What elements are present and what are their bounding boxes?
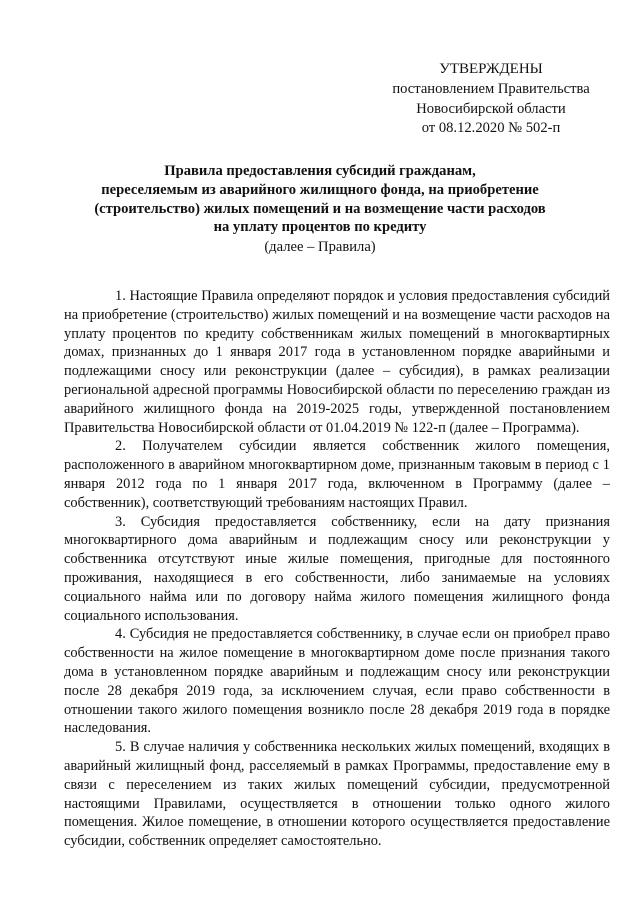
approval-date: от 08.12.2020 № 502-п xyxy=(421,120,561,137)
document-subtitle: (далее – Правила) xyxy=(264,239,376,255)
title-line: Правила предоставления субсидий гражданам, xyxy=(164,163,476,179)
paragraph-3: 3. Субсидия предоставляется собственнику, если на дату признания многоквартирного дома аварийным и подлежащим сносу или реконструкции у собственника отсутствуют иные жилые помещения, пригодные для постоянного проживания, находящиеся в его собственности, либо занимаемые на условиях социального найма или по договору найма жилого помещения жилищного фонда социального использования. xyxy=(64,513,610,624)
paragraph-1: 1. Настоящие Правила определяют порядок и условия предоставления субсидий на приобретение (строительство) жилых помещений и на возмещение части расходов на уплату процентов по кредиту собственникам жилых помещений в многоквартирных домах, признанных до 1 января 2017 года в установленном порядке аварийными и подлежащими сносу или реконструкции (далее – субсидия), в рамках реализации региональной адресной программы Новосибирской области по переселению граждан из аварийного жилищного фонда на 2019-2025 годы, утвержденной постановлением Правительства Новосибирской области от 01.04.2019 № 122-п (далее – Программа). xyxy=(64,288,610,436)
document-body xyxy=(64,287,610,851)
paragraph-5: 5. В случае наличия у собственника нескольких жилых помещений, входящих в аварийный жилищный фонд, расселяемый в рамках Программы, предоставление ему в связи с переселением из таких жилых помещений субсидии, предусмотренной настоящими Правилами, осуществляется в отношении только одного жилого помещения. Жилое помещение, в отношении которого осуществляется предоставление субсидии, собственник определяет самостоятельно. xyxy=(64,739,610,850)
approval-line: Новосибирской области xyxy=(416,100,566,117)
document-title xyxy=(70,162,570,237)
title-line: (строительство) жилых помещений и на возмещение части расходов xyxy=(94,200,546,217)
title-line: на уплату процентов по кредиту xyxy=(213,219,427,236)
title-line: переселяемым из аварийного жилищного фонда, на приобретение xyxy=(101,181,539,198)
paragraph-4: 4. Субсидия не предоставляется собственнику, в случае если он приобрел право собственности на жилое помещение в многоквартирном доме после признания такого дома в установленном порядке аварийным и подлежащим сносу или реконструкции после 28 декабря 2019 года, за исключением случая, если право собственности в отношении такого жилого помещения возникло после 28 декабря 2019 года в порядке наследования. xyxy=(64,626,610,737)
approval-heading: УТВЕРЖДЕНЫ xyxy=(439,61,543,77)
paragraph-2: 2. Получателем субсидии является собственник жилого помещения, расположенного в аварийном многоквартирном доме, признанным таковым в период с 1 января 2012 года по 1 января 2017 года, включенном в Программу (далее – собственник), соответствующий требованиям настоящих Правил. xyxy=(64,438,610,511)
approval-stamp xyxy=(388,60,594,139)
approval-line: постановлением Правительства xyxy=(392,80,590,97)
